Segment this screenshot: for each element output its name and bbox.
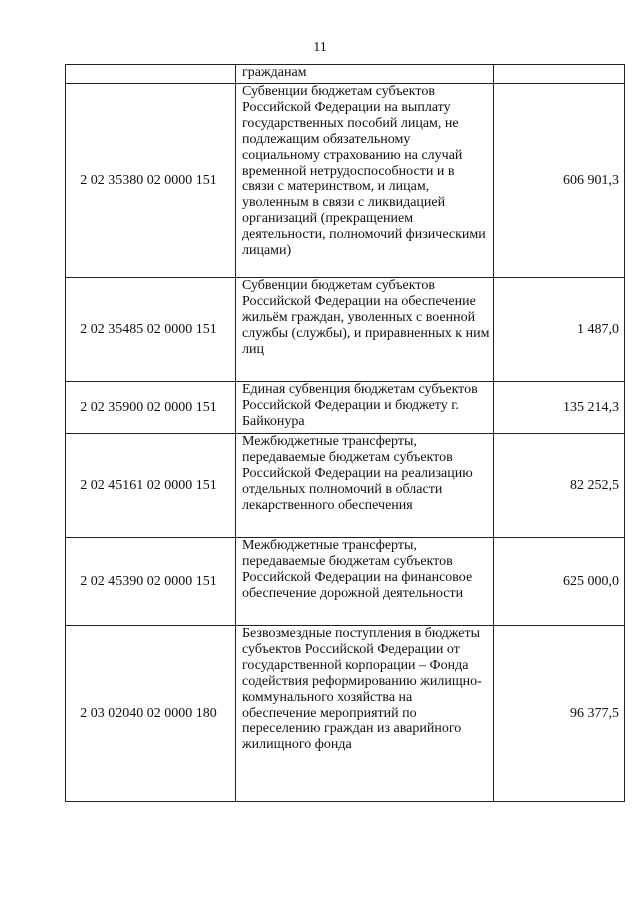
budget-code-cell: 2 02 45161 02 0000 151 (66, 434, 236, 538)
amount-cell: 606 901,3 (494, 84, 625, 278)
table-row (66, 626, 625, 802)
description-cell: гражданам (236, 65, 494, 84)
table-row (66, 84, 625, 278)
budget-code-cell: 2 03 02040 02 0000 180 (66, 626, 236, 802)
table-row (66, 538, 625, 626)
description-cell: Единая субвенция бюджетам субъектов Российской Федерации и бюджету г. Байконура (236, 382, 494, 434)
budget-code-cell: 2 02 35380 02 0000 151 (66, 84, 236, 278)
budget-code-cell: 2 02 35485 02 0000 151 (66, 278, 236, 382)
table-row-continuation (66, 65, 625, 84)
description-cell: Субвенции бюджетам субъектов Российской Федерации на обеспечение жильём граждан, уволенных с военной службы (службы), и приравненных к ним лиц (236, 278, 494, 382)
budget-revenue-table (65, 64, 625, 802)
description-cell: Межбюджетные трансферты, передаваемые бюджетам субъектов Российской Федерации на финансовое обеспечение дорожной деятельности (236, 538, 494, 626)
amount-cell: 82 252,5 (494, 434, 625, 538)
description-cell: Субвенции бюджетам субъектов Российской Федерации на выплату государственных пособий лицам, не подлежащим обязательному социальному страхованию на случай временной нетрудоспособности и в связи с материнством, и лицам, уволенным в связи с ликвидацией организаций (прекращением деятельности, полномочий физическими лицами) (236, 84, 494, 278)
amount-cell: 625 000,0 (494, 538, 625, 626)
amount-cell: 135 214,3 (494, 382, 625, 434)
amount-cell (494, 65, 625, 84)
budget-code-cell (66, 65, 236, 84)
description-cell: Межбюджетные трансферты, передаваемые бюджетам субъектов Российской Федерации на реализацию отдельных полномочий в области лекарственного обеспечения (236, 434, 494, 538)
page-number: 11 (313, 40, 327, 55)
table-row (66, 434, 625, 538)
amount-cell: 1 487,0 (494, 278, 625, 382)
description-cell: Безвозмездные поступления в бюджеты субъектов Российской Федерации от государственной корпорации – Фонда содействия реформированию жилищно-коммунального хозяйства на обеспечение мероприятий по переселению граждан из аварийного жилищного фонда (236, 626, 494, 802)
budget-code-cell: 2 02 45390 02 0000 151 (66, 538, 236, 626)
amount-cell: 96 377,5 (494, 626, 625, 802)
table-row (66, 278, 625, 382)
budget-code-cell: 2 02 35900 02 0000 151 (66, 382, 236, 434)
table-row (66, 382, 625, 434)
